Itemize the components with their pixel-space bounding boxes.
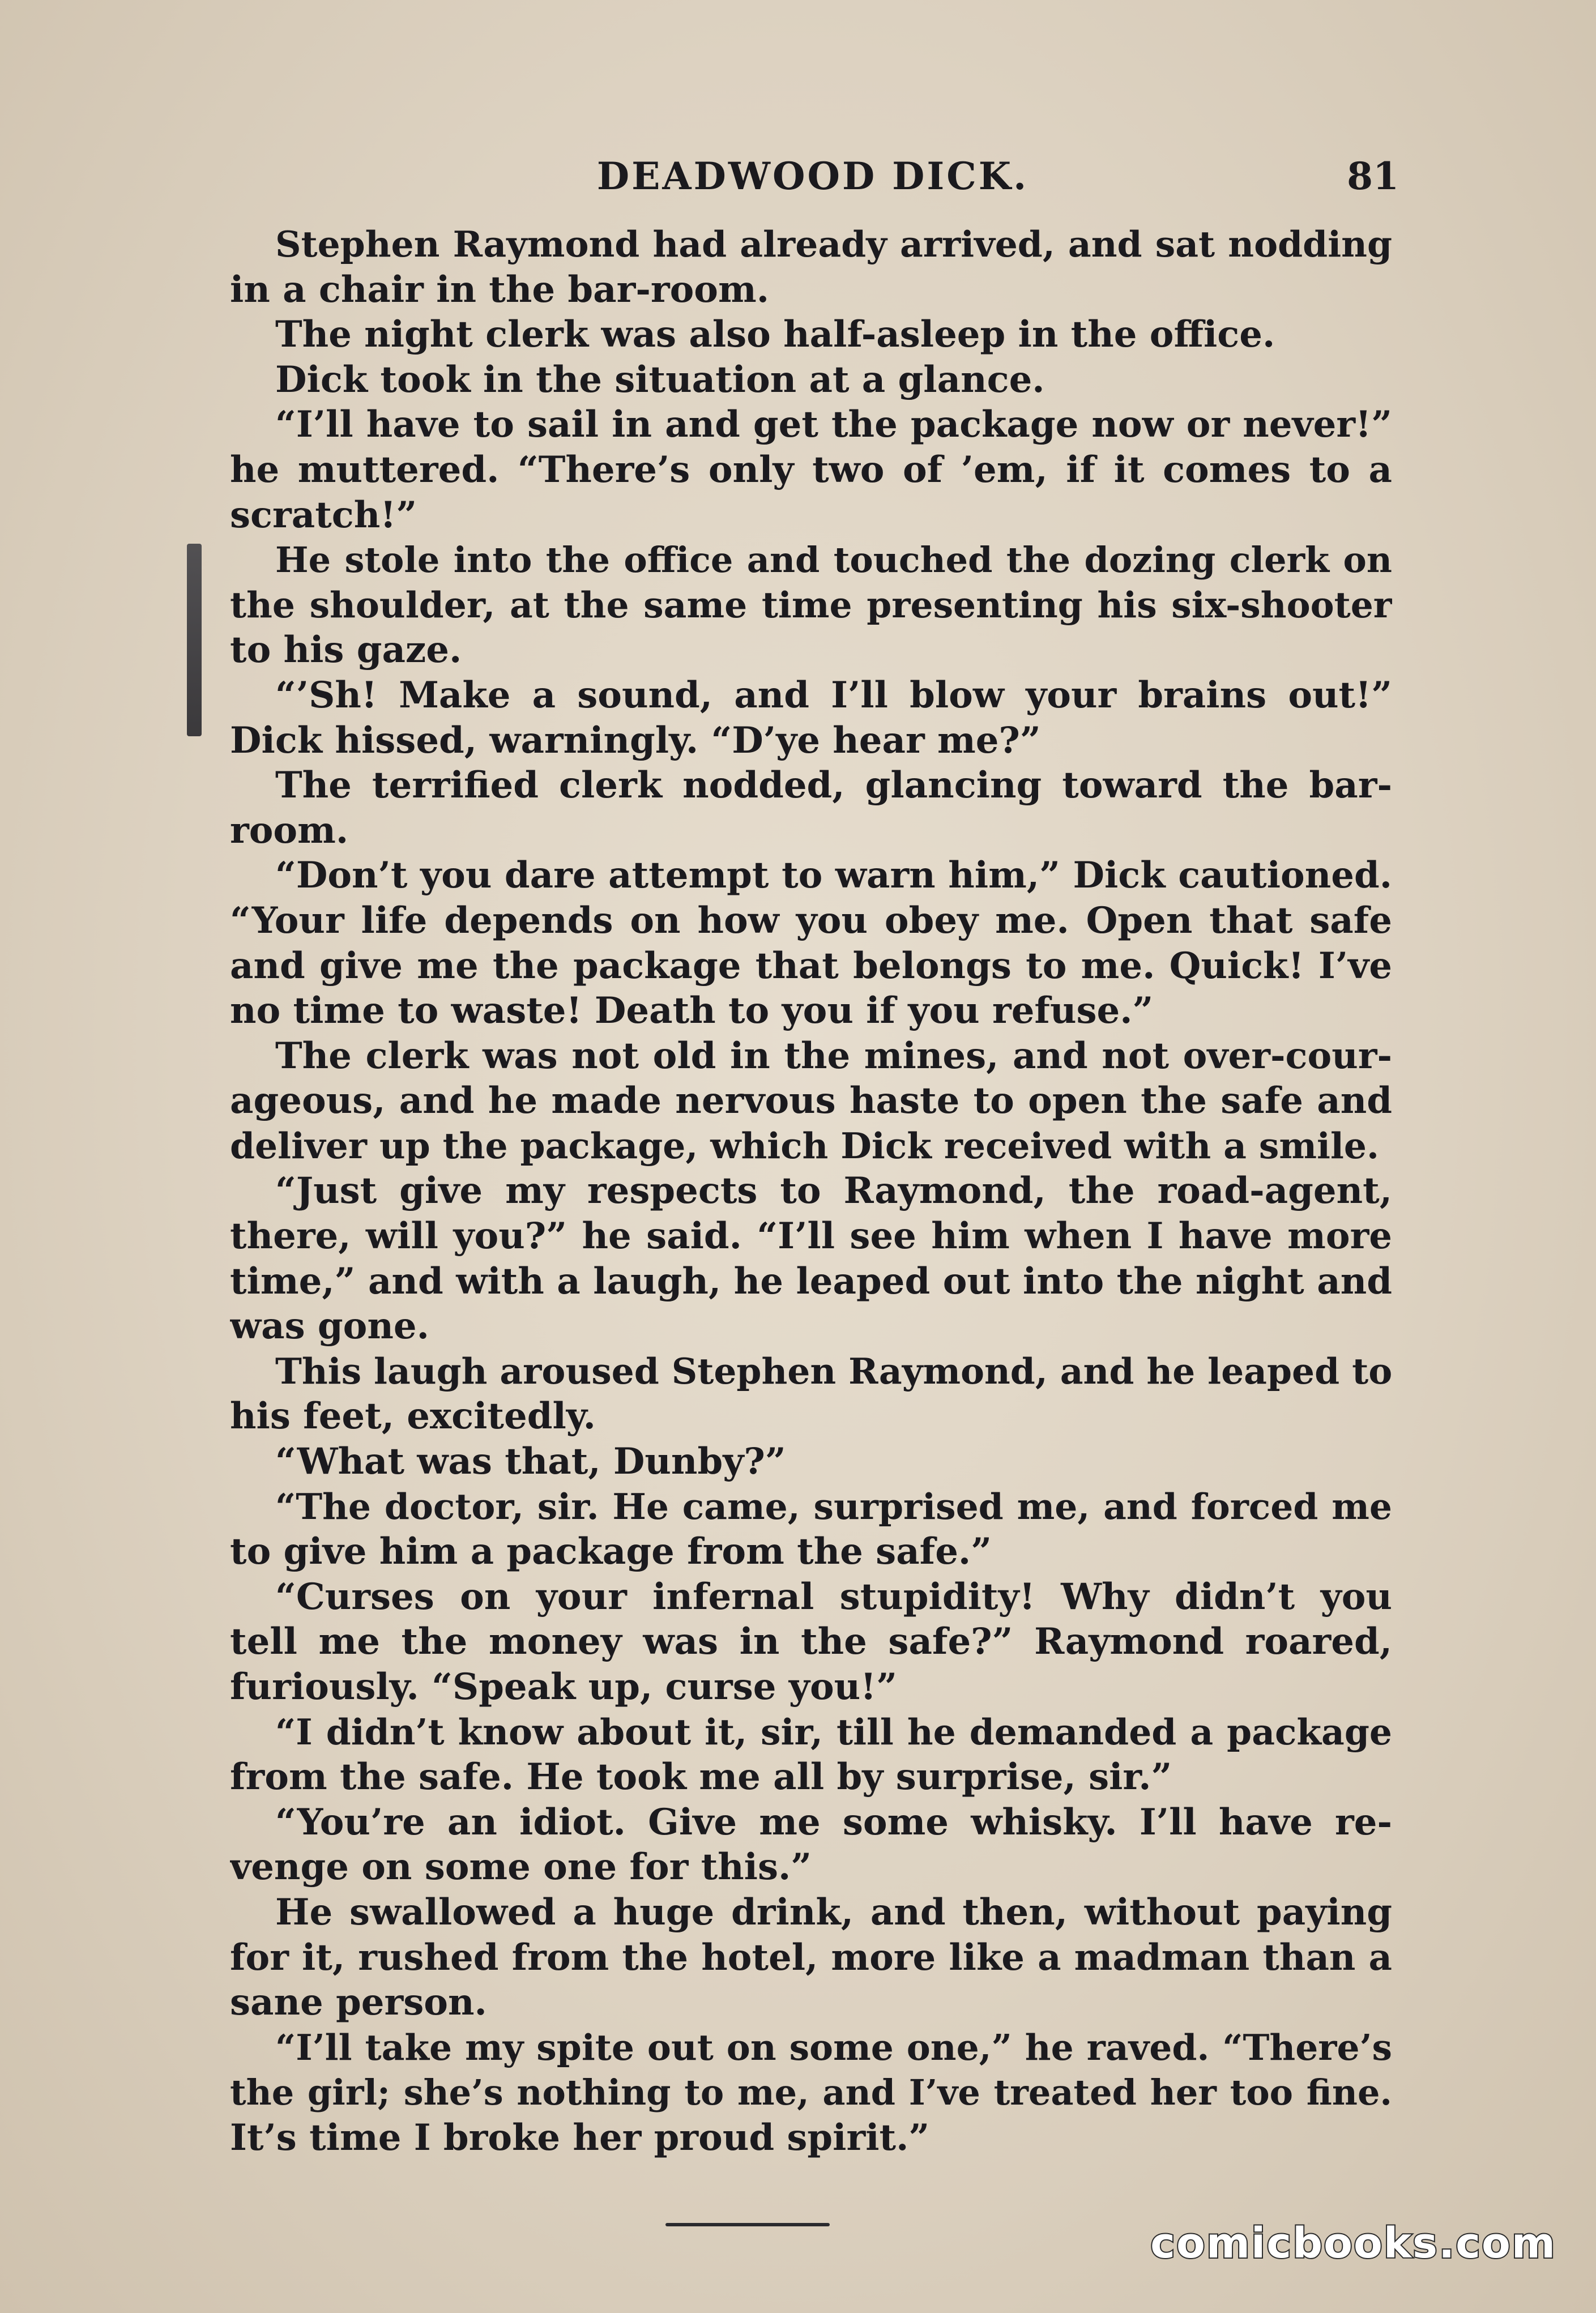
- end-rule: [665, 2223, 830, 2226]
- text-line: time,” and with a laugh, he leaped out into the night and: [230, 1260, 1392, 1303]
- text-line: no time to waste! Death to you if you refuse.”: [230, 989, 1154, 1032]
- body-text: [230, 222, 1392, 2161]
- page-number: 81: [1347, 154, 1399, 198]
- text-line: there, will you?” he said. “I’ll see him when I have more: [230, 1215, 1392, 1258]
- text-line: ageous, and he made nervous haste to open the safe and: [230, 1079, 1392, 1123]
- running-head: [227, 154, 1399, 205]
- running-head-title: DEADWOOD DICK.: [596, 154, 1029, 198]
- text-line: “I’ll have to sail in and get the package now or never!”: [275, 403, 1392, 446]
- text-line: “The doctor, sir. He came, surprised me, and forced me: [275, 1485, 1392, 1527]
- text-line: “You’re an idiot. Give me some whisky. I’ll have re-: [275, 1800, 1392, 1843]
- text-line: he muttered. “There’s only two of ’em, if it comes to a: [230, 448, 1392, 491]
- text-line: It’s time I broke her proud spirit.”: [230, 2116, 930, 2159]
- text-line: and give me the package that belongs to me. Quick! I’ve: [230, 944, 1392, 987]
- margin-ink-mark: [187, 544, 202, 736]
- text-line: He stole into the office and touched the dozing clerk on: [275, 539, 1392, 581]
- text-line: This laugh aroused Stephen Raymond, and he leaped to: [275, 1350, 1392, 1392]
- text-line: Dick hissed, warningly. “D’ye hear me?”: [230, 719, 1041, 762]
- text-line: in a chair in the bar-room.: [230, 268, 769, 311]
- text-line: “I didn’t know about it, sir, till he demanded a package: [275, 1710, 1392, 1753]
- text-line: The clerk was not old in the mines, and not over-cour-: [275, 1034, 1392, 1077]
- text-line: was gone.: [230, 1305, 429, 1348]
- watermark-logo: comicbooks.com: [1150, 2219, 1556, 2268]
- text-line: deliver up the package, which Dick received with a smile.: [230, 1124, 1379, 1167]
- text-line: furiously. “Speak up, curse you!”: [230, 1666, 898, 1708]
- text-line: He swallowed a huge drink, and then, without paying: [275, 1890, 1392, 1934]
- text-line: Stephen Raymond had already arrived, and sat nodding: [275, 223, 1392, 265]
- text-line: “’Sh! Make a sound, and I’ll blow your brains out!”: [275, 673, 1392, 716]
- text-line: from the safe. He took me all by surprise, sir.”: [230, 1756, 1172, 1799]
- text-line: room.: [230, 809, 349, 852]
- text-line: the girl; she’s nothing to me, and I’ve treated her too fine.: [230, 2072, 1392, 2114]
- text-line: “What was that, Dunby?”: [275, 1440, 786, 1483]
- text-line: “Don’t you dare attempt to warn him,” Dick cautioned.: [275, 854, 1392, 897]
- text-line: his feet, excitedly.: [230, 1395, 596, 1438]
- text-line: scratch!”: [230, 493, 417, 536]
- text-line: to his gaze.: [230, 629, 462, 672]
- text-line: “Curses on your infernal stupidity! Why didn’t you: [275, 1575, 1392, 1618]
- text-line: venge on some one for this.”: [230, 1846, 812, 1889]
- text-line: The night clerk was also half-asleep in the office.: [275, 313, 1275, 356]
- text-line: “I’ll take my spite out on some one,” he raved. “There’s: [275, 2026, 1392, 2068]
- text-line: “Your life depends on how you obey me. Open that safe: [230, 899, 1392, 942]
- text-line: for it, rushed from the hotel, more like a madman than a: [230, 1936, 1392, 1979]
- text-line: Dick took in the situation at a glance.: [275, 358, 1045, 401]
- text-line: sane person.: [230, 1981, 487, 2024]
- text-line: to give him a package from the safe.”: [230, 1530, 992, 1573]
- text-line: the shoulder, at the same time presenting his six-shooter: [230, 583, 1392, 626]
- text-line: tell me the money was in the safe?” Raymond roared,: [230, 1620, 1392, 1663]
- text-line: “Just give my respects to Raymond, the road-agent,: [275, 1170, 1392, 1213]
- text-line: The terrified clerk nodded, glancing toward the bar-: [275, 764, 1392, 807]
